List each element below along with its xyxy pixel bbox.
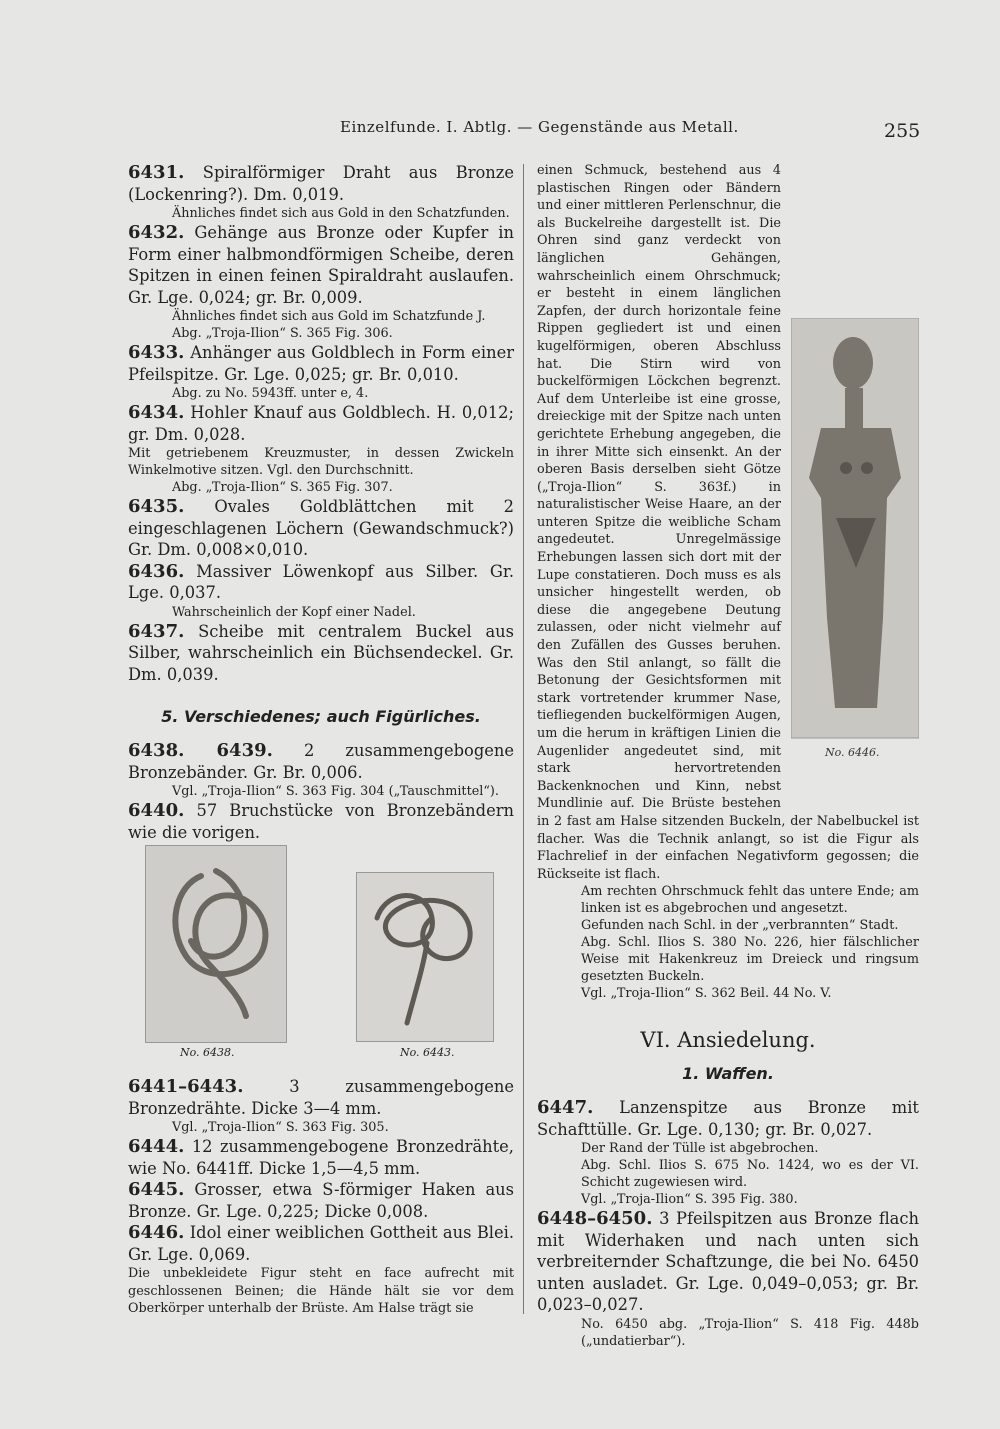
- entry-number: 6447.: [537, 1097, 594, 1119]
- chapter-heading: VI. Ansiedelung.: [640, 1028, 816, 1053]
- figure-caption: No. 6438.: [180, 1046, 235, 1059]
- entry-number: 6432.: [128, 222, 185, 243]
- entry-note: Abg. Schl. Ilios S. 380 No. 226, hier fälschlicher Weise mit Hakenkreuz im Dreieck und ringsum gesetzten Buckeln.: [581, 935, 919, 985]
- bronze-wire-illustration: [357, 873, 493, 1041]
- entry-text: Anhänger aus Goldblech in Form einer Pfeilspitze. Gr. Lge. 0,025; gr. Br. 0,010.: [128, 343, 514, 384]
- entry-number: 6446.: [128, 1222, 185, 1243]
- running-title: Einzelfunde. I. Abtlg. — Gegenstände aus Metall.: [340, 118, 739, 136]
- entry-note: Wahrscheinlich der Kopf einer Nadel.: [172, 604, 416, 620]
- entry-number: 6444.: [128, 1136, 185, 1157]
- left-column-lower: [128, 1076, 514, 1318]
- entry-note: Am rechten Ohrschmuck fehlt das untere Ende; am linken ist es abgebrochen und angesetzt.: [581, 884, 919, 917]
- entry-number: 6436.: [128, 560, 185, 582]
- entry-number: 6448–6450.: [537, 1208, 653, 1230]
- figure-caption: No. 6446.: [825, 746, 880, 759]
- entry-note: Vgl. „Troja-Ilion“ S. 363 Fig. 304 („Tauschmittel“).: [172, 784, 499, 799]
- entry-number: 6438. 6439.: [128, 740, 273, 761]
- entry-note: Vgl. „Troja-Ilion“ S. 362 Beil. 44 No. V.: [581, 986, 832, 1002]
- entry-number: 6445.: [128, 1179, 185, 1200]
- figure-6446: [791, 318, 919, 806]
- entry-6441: [128, 1076, 514, 1119]
- entry-note: Vgl. „Troja-Ilion“ S. 363 Fig. 305.: [172, 1120, 389, 1135]
- description-text: einen Schmuck, bestehend aus 4 plastischen Ringen oder Bändern und einer mittleren Perlenschnur, die als Buckelreihe dargestellt ist. Die Ohren sind ganz verdeckt von länglichen Gehängen, wahrscheinlich einem Ohrschmuck; er besteht in einem länglichen Zapfen, der durch horizontale feine Rippen gegliedert ist und einen kugelförmigen, oberen Abschluss hat. Die Stirn wird von buckelförmigen Löckchen begrenzt. Auf dem Unterleibe ist eine grosse, dreieckige mit der Spitze nach unten gerichtete Erhebung angegeben, die in ihrer Mitte sich einsenkt. An der oberen Basis derselben sieht Götze („Troja-Ilion“ S. 363f.) in naturalistischer Weise Haare, an der unteren Spitze die weibliche Scham angedeutet. Unregelmässige Erhebungen lassen sich dort mit der Lupe constatieren. Doch muss es als unsicher hingestellt werden, ob diese die angegebene Deutung zulassen, oder nicht vielmehr auf den Zufällen des Gusses beruhen. Was den Stil anlangt, so fällt die Betonung der Gesichtsformen mit stark vortretender krummer Nase, tiefliegenden buckelförmigen Augen, um die herum in kräftigen Linien die Augenlider angedeutet sind, mit stark hervortretenden Backenknochen und Kinn, nebst Mundlinie auf. Die Brüste bestehen in 2 fast am Halse sitzenden Buckeln, der Nabelbuckel ist flacher. Was die Technik anlangt, so ist die Figur als Flachrelief in der einfachen Negativform gegossen; die Rückseite ist flach.: [537, 163, 919, 882]
- entry-6431: [128, 162, 514, 205]
- entry-6440: [128, 800, 514, 843]
- entry-note: Abg. „Troja-Ilion“ S. 365 Fig. 306.: [172, 326, 393, 341]
- entry-6444: [128, 1136, 514, 1179]
- entry-note: Ähnliches findet sich aus Gold im Schatzfunde J.: [172, 309, 486, 324]
- figure-caption: No. 6443.: [400, 1046, 455, 1059]
- entry-text: 3 zusammengebogene Bronzedrähte. Dicke 3—4 mm.: [128, 1077, 514, 1118]
- column-divider: [523, 164, 524, 1314]
- bronze-band-illustration: [146, 846, 286, 1042]
- entry-text: Massiver Löwenkopf aus Silber. Gr. Lge. 0,037.: [128, 561, 514, 602]
- idol-illustration: [791, 318, 919, 788]
- entry-6432: [128, 222, 514, 308]
- entry-text: 57 Bruchstücke von Bronzebändern wie die vorigen.: [128, 801, 514, 842]
- entry-text: Spiralförmiger Draht aus Bronze (Lockenring?). Dm. 0,019.: [128, 163, 514, 204]
- entry-note: Mit getriebenem Kreuzmuster, in dessen Zwickeln Winkelmotive sitzen. Vgl. den Durchschnitt.: [128, 446, 514, 478]
- entry-number: 6440.: [128, 800, 185, 821]
- entry-text: Ovales Goldblättchen mit 2 eingeschlagenen Löchern (Gewandschmuck?) Gr. Dm. 0,008×0,010.: [128, 497, 514, 559]
- entry-note: Vgl. „Troja-Ilion“ S. 395 Fig. 380.: [581, 1192, 798, 1208]
- entry-text: Lanzenspitze aus Bronze mit Schafttülle. Gr. Lge. 0,130; gr. Br. 0,027.: [537, 1098, 919, 1139]
- entry-text: 12 zusammengebogene Bronzedrähte, wie No. 6441ff. Dicke 1,5—4,5 mm.: [128, 1137, 514, 1178]
- section-heading: 1. Waffen.: [682, 1064, 774, 1084]
- entry-number: 6433.: [128, 342, 185, 363]
- entry-note: Abg. Schl. Ilios S. 675 No. 1424, wo es der VI. Schicht zugewiesen wird.: [581, 1158, 919, 1191]
- entry-note: No. 6450 abg. „Troja-Ilion“ S. 418 Fig. 448b („undatierbar“).: [581, 1316, 919, 1349]
- entry-text: Scheibe mit centralem Buckel aus Silber, wahrscheinlich ein Büchsendeckel. Gr. Dm. 0,039.: [128, 621, 514, 684]
- entry-text: 2 zusammengebogene Bronzebänder. Gr. Br. 0,006.: [128, 741, 514, 782]
- figure-6443: [356, 872, 494, 1042]
- entry-6435: [128, 496, 514, 561]
- entry-text: Hohler Knauf aus Goldblech. H. 0,012; gr. Dm. 0,028.: [128, 403, 514, 444]
- entry-number: 6437.: [128, 620, 185, 642]
- entry-6446: [128, 1222, 514, 1265]
- entry-6447: [537, 1097, 919, 1140]
- entry-6436: [128, 561, 514, 604]
- entry-note: Abg. „Troja-Ilion“ S. 365 Fig. 307.: [172, 480, 393, 495]
- entry-text: Idol einer weiblichen Gottheit aus Blei. Gr. Lge. 0,069.: [128, 1223, 515, 1264]
- section-heading: 5. Verschiedenes; auch Figürliches.: [161, 707, 481, 726]
- entry-text: Grosser, etwa S-förmiger Haken aus Bronze. Gr. Lge. 0,225; Dicke 0,008.: [128, 1180, 514, 1221]
- entry-6434: [128, 402, 514, 445]
- left-column: [128, 162, 514, 843]
- entry-6438: [128, 740, 514, 783]
- entry-number: 6434.: [128, 402, 185, 423]
- entry-number: 6441–6443.: [128, 1076, 244, 1097]
- page-number: 255: [884, 120, 921, 142]
- entry-text: Gehänge aus Bronze oder Kupfer in Form einer halbmondförmigen Scheibe, deren Spitzen in einen feinen Spiraldraht auslaufen. Gr. Lge. 0,024; gr. Br. 0,009.: [128, 223, 514, 307]
- entry-description: Die unbekleidete Figur steht en face aufrecht mit geschlossenen Beinen; die Hände hält sie vor dem Oberkörper unterhalb der Brüste. Am Halse trägt sie: [128, 1266, 514, 1317]
- figure-6438: [145, 845, 287, 1043]
- entry-6445: [128, 1179, 514, 1222]
- entry-note: Der Rand der Tülle ist abgebrochen.: [581, 1141, 819, 1157]
- right-column: [537, 162, 919, 1350]
- entry-6433: [128, 342, 514, 385]
- entry-note: Gefunden nach Schl. in der „verbrannten“ Stadt.: [581, 918, 899, 934]
- entry-number: 6435.: [128, 496, 185, 517]
- idol-description: [537, 162, 919, 883]
- entry-6437: [128, 621, 514, 686]
- entry-6448: [537, 1208, 919, 1316]
- entry-number: 6431.: [128, 162, 185, 183]
- entry-text: 3 Pfeilspitzen aus Bronze flach mit Widerhaken und nach unten sich verbreiternder Schaftzunge, die bei No. 6450 unten ausladet. Gr. Lge. 0,049–0,053; gr. Br. 0,023–0,027.: [537, 1209, 919, 1315]
- entry-note: Abg. zu No. 5943ff. unter e, 4.: [172, 386, 369, 401]
- entry-note: Ähnliches findet sich aus Gold in den Schatzfunden.: [172, 206, 510, 221]
